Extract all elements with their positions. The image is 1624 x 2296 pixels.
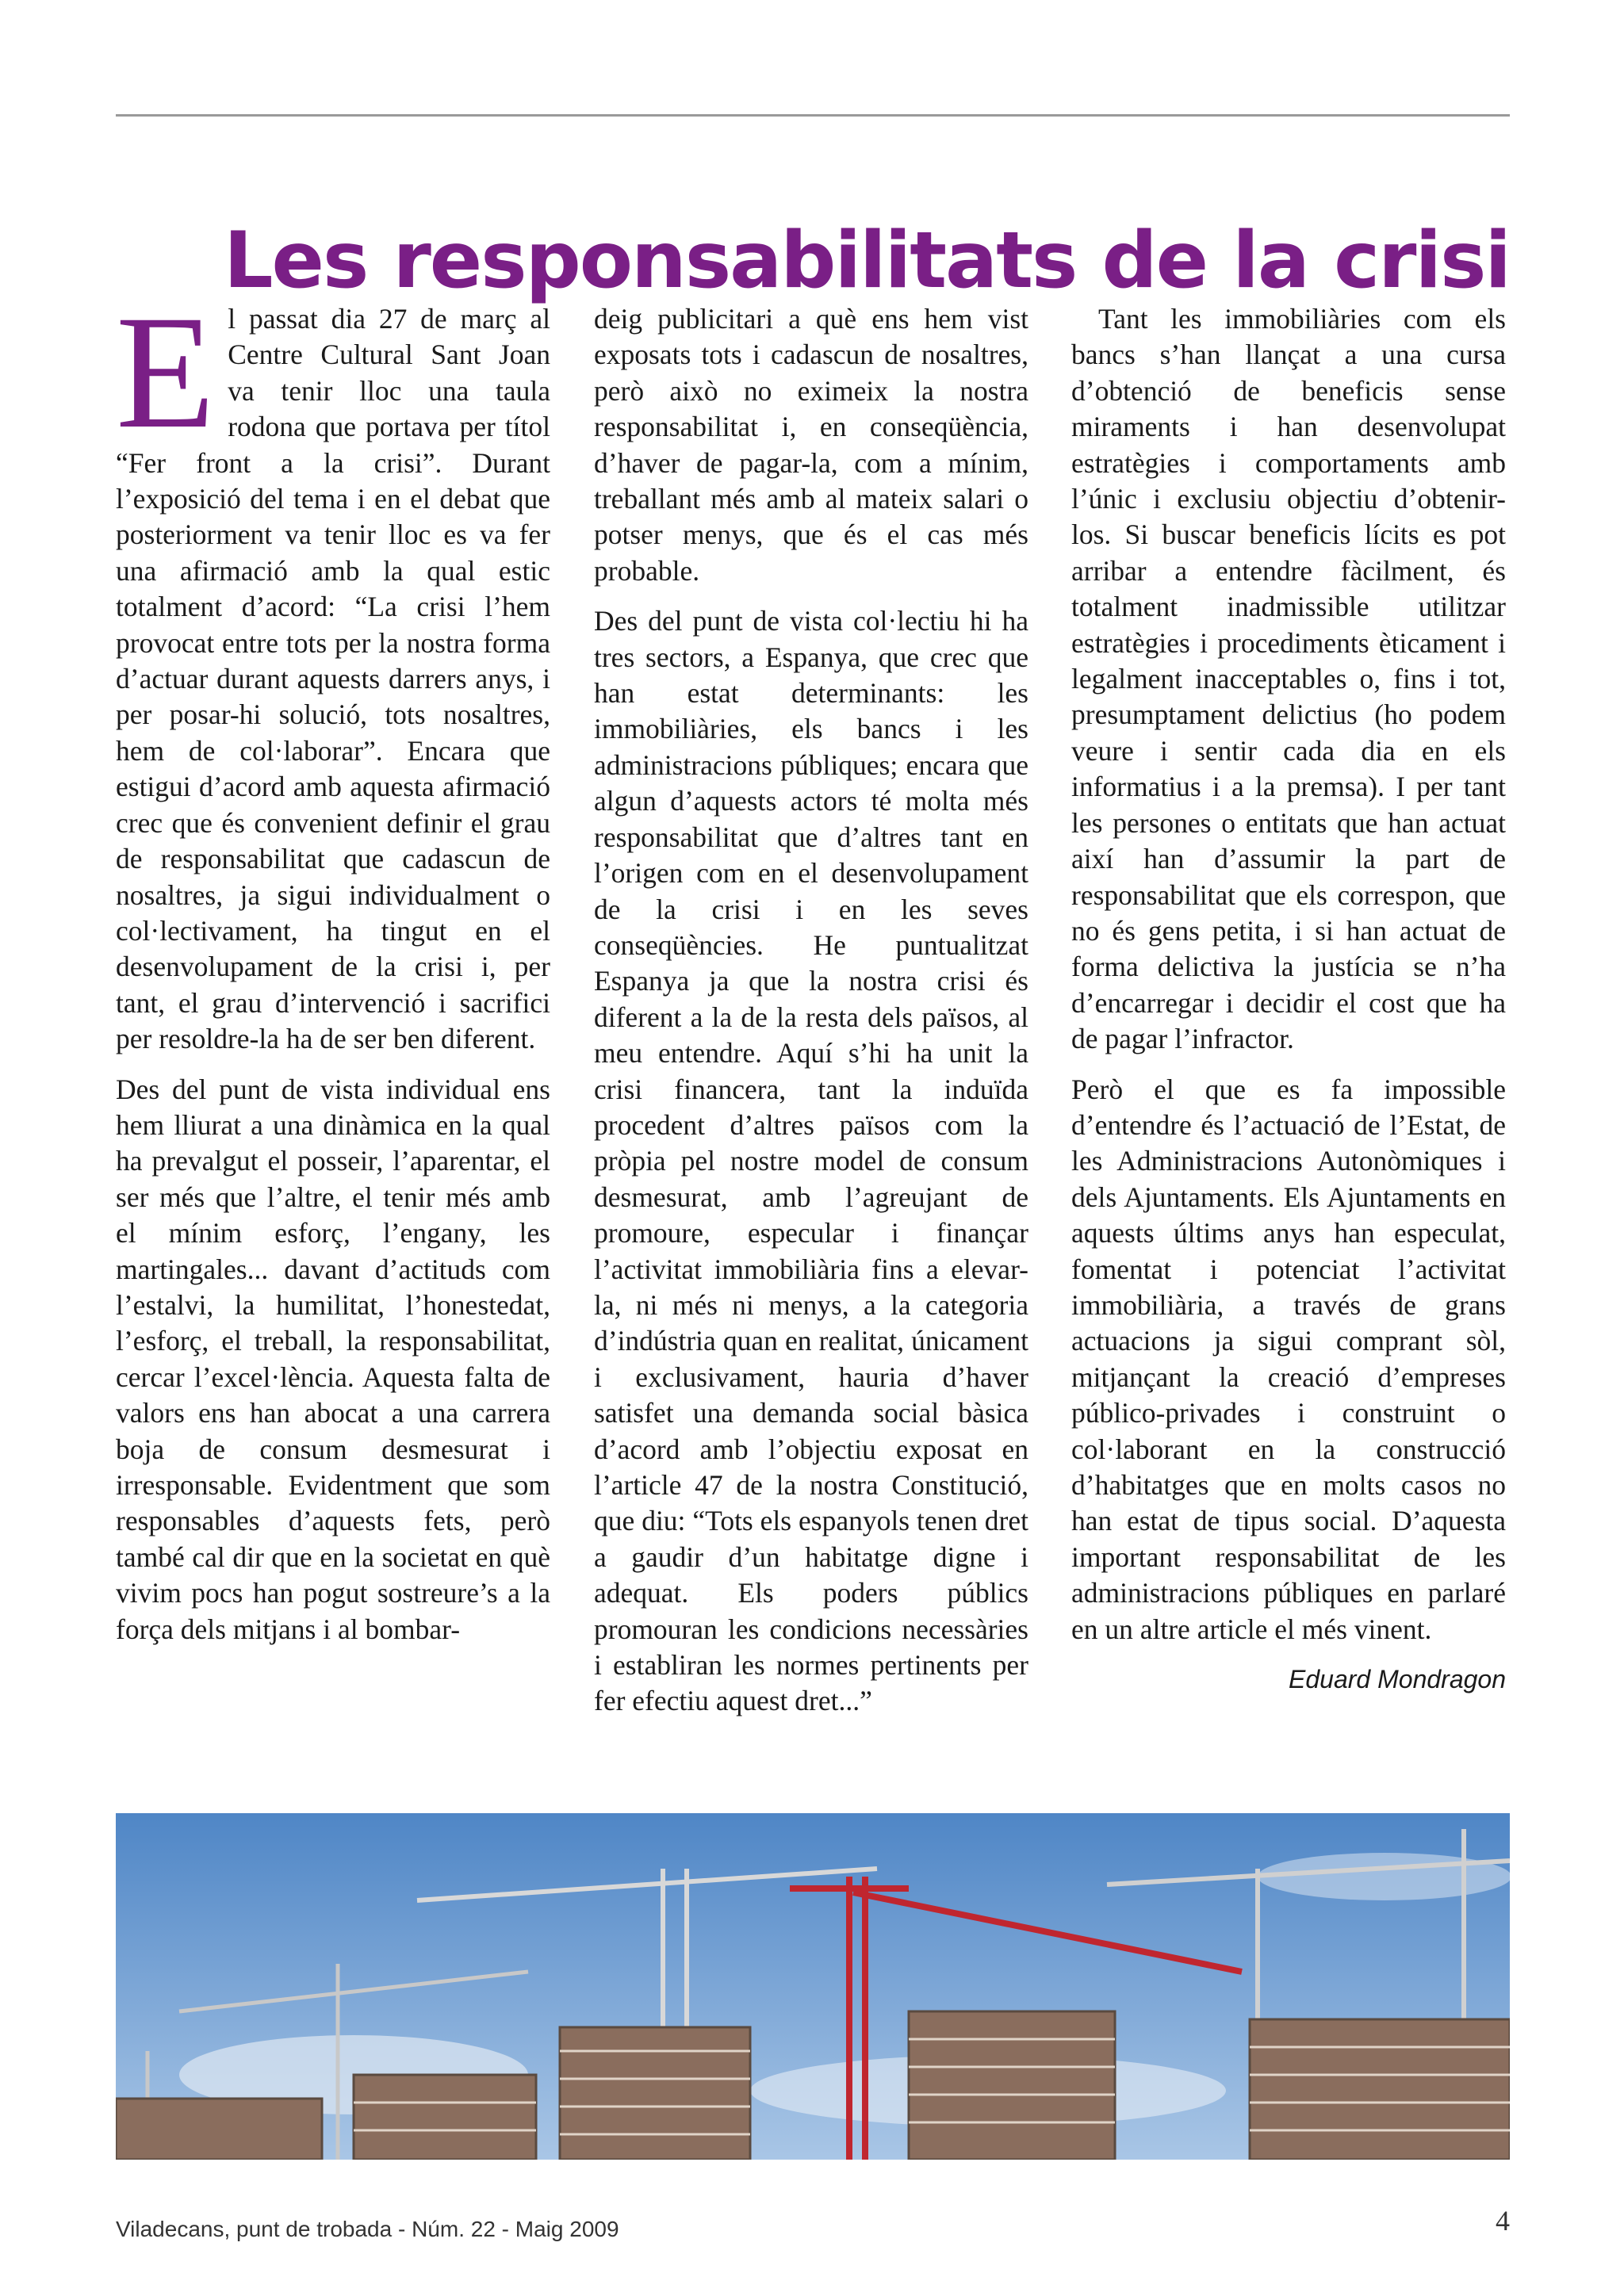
article-column-2: [594, 301, 1028, 1734]
paragraph: Des del punt de vista individual ens hem lliurat a una dinàmica en la qual ha prevalgut el posseir, l’aparentar, el ser més que l’altre, el tenir més amb el mínim esforç, l’engany, les martingales... davant d’actituds com l’estalvi, la humilitat, l’honestedat, l’esforç, el treball, la responsabilitat, cercar l’excel·lència. Aquesta falta de valors ens han abocat a una carrera boja de consum desmesurat i irresponsable. Evidentment que som responsables d’aquests fets, però també cal dir que en la societat en què vivim pocs han pogut sostreure’s a la força dels mitjans i al bombar-: [116, 1073, 550, 1645]
article-column-1: [116, 282, 550, 1662]
footer-publication: Viladecans, punt de trobada - Núm. 22 - Maig 2009: [116, 2217, 619, 2241]
paragraph: Tant les immobiliàries com els bancs s’han llançat a una cursa d’obtenció de beneficis sense miraments i han desenvolupat estratègies i comportaments amb l’únic i exclusiu objectiu d’obtenir-los. Si buscar beneficis lícits es pot arribar a entendre fàcilment, és totalment inadmissible utilitzar estratègies i procediments èticament i legalment inacceptables o, fins i tot, presumptament delictius (ho podem veure i sentir cada dia en els informatius i a la premsa). I per tant les persones o entitats que han actuat així han d’assumir la part de responsabilitat que els correspon, que no és gens petita, i si han actuat de forma delictiva la justícia se n’ha d’encarregar i decidir el cost que ha de pagar l’infractor.: [1071, 303, 1506, 1055]
author-signature: Eduard Mondragon: [1289, 1665, 1506, 1694]
top-rule: [116, 114, 1510, 117]
page-number: 4: [1496, 2205, 1510, 2237]
paragraph: deig publicitari a què ens hem vist exposats tots i cadascun de nosaltres, però això no eximeix la nostra responsabilitat i, en conseqüència, d’haver de pagar-la, com a mínim, treballant més amb al mateix salari o potser menys, que és el cas més probable.: [594, 303, 1028, 587]
drop-cap: E: [116, 282, 216, 462]
paragraph: Des del punt de vista col·lectiu hi ha tres sectors, a Espanya, que crec que han estat determinants: les immobiliàries, els bancs i les administracions públiques; encara que algun d’aquests actors té molta més responsabilitat que d’altres tant en l’origen com en el desenvolupament de la crisi i en les seves conseqüències. He puntualitzat Espanya ja que la nostra crisi és diferent a la de la resta dels països, al meu entendre. Aquí s’hi ha unit la crisi financera, tant la induïda procedent d’altres països com la pròpia pel nostre model de consum desmesurat, amb l’agreujant de promoure, especular i finançar l’activitat immobiliària fins a elevar-la, ni més ni menys, a la categoria d’indústria quan en realitat, únicament i exclusivament, hauria d’haver satisfet una demanda social bàsica d’acord amb l’objectiu exposat en l’article 47 de la nostra Constitució, que diu: “Tots els espanyols tenen dret a gaudir d’un habitatge digne i adequat. Els poders públics promouran les condicions necessàries i establiran les normes pertinents per fer efectiu aquest dret...”: [594, 605, 1028, 1717]
paragraph-text: l passat dia 27 de març al Centre Cultural Sant Joan va tenir lloc una taula rodona que portava per títol “Fer front a la crisi”. Durant l’exposició del tema i en el debat que posteriorment va tenir lloc es va fer una afirmació amb la qual estic totalment d’acord: “La crisi l’hem provocat entre tots per la nostra forma d’actuar durant aquests darrers anys, i per posar-hi solució, tots nosaltres, hem de col·laborar”. Encara que estigui d’acord amb aquesta afirmació crec que és convenient definir el grau de responsabilitat que cadascun de nosaltres, ja sigui individualment o col·lectivament, ha tingut en el desenvolupament de la crisi i, per tant, el grau d’intervenció i sacrifici per resoldre-la ha de ser ben diferent.: [116, 303, 550, 1055]
article-column-3: [1071, 301, 1506, 1697]
construction-cranes-illustration: [116, 1813, 1510, 2160]
article-title: Les responsabilitats de la crisi: [224, 215, 1510, 306]
construction-cranes-photo: [116, 1813, 1510, 2160]
paragraph: [116, 282, 550, 1058]
paragraph: Però el que es fa impossible d’entendre és l’actuació de l’Estat, de les Administracions Autonòmiques i dels Ajuntaments. Els Ajuntaments en aquests últims anys han especulat, fomentat i potenciat l’activitat immobiliària, a través de grans actuacions ja sigui comprant sòl, mitjançant la creació d’empreses público-privades i construint o col·laborant en la construcció d’habitatges que en molts casos no han estat de tipus social. D’aquesta important responsabilitat de les administracions públiques en parlaré en un altre article el més vinent.: [1071, 1073, 1506, 1645]
